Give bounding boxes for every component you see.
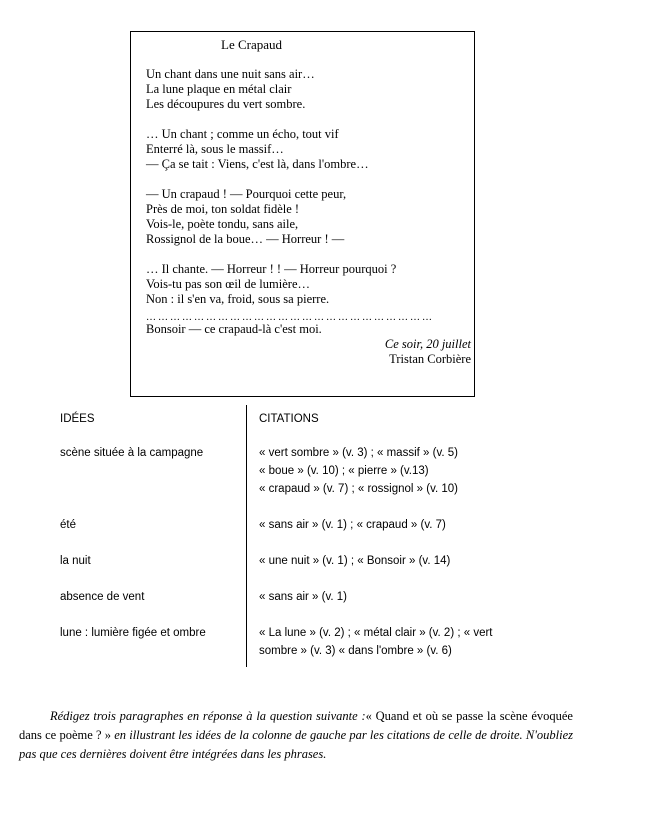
ideas-citations-table [0, 400, 660, 670]
citations-header: CITATIONS [259, 413, 319, 425]
idea-cell: absence de vent [60, 591, 145, 603]
idea-cell: été [60, 519, 76, 531]
poem-line: … Un chant ; comme un écho, tout vif [146, 127, 339, 141]
dotted-separator: ……………………………………………………………… [146, 312, 434, 323]
assignment-instruction [19, 707, 573, 764]
idea-cell: la nuit [60, 555, 91, 567]
citation-line: « sans air » (v. 1) [259, 591, 347, 603]
last-line [146, 322, 471, 337]
instruction-question: « Quand et où se passe la scène évoquée dans ce poème ? » [19, 709, 573, 742]
citation-line: « sans air » (v. 1) ; « crapaud » (v. 7) [259, 519, 446, 531]
poem-line: Non : il s'en va, froid, sous sa pierre. [146, 292, 330, 306]
poem-line: … Il chante. — Horreur ! ! — Horreur pourquoi ? [146, 262, 397, 276]
stanza-1 [146, 67, 471, 112]
poem-line: — Ça se tait : Viens, c'est là, dans l'ombre… [146, 157, 369, 171]
idea-cell: scène située à la campagne [60, 447, 204, 459]
poem-date: Ce soir, 20 juillet [384, 337, 471, 351]
stanza-4 [146, 262, 471, 307]
instruction-part-1: Rédigez trois paragraphes en réponse à la question suivante : [50, 709, 366, 723]
poem-line: La lune plaque en métal clair [146, 82, 292, 96]
citation-cell [259, 624, 493, 660]
poem-line: Les découpures du vert sombre. [146, 97, 306, 111]
citation-line: « boue » (v. 10) ; « pierre » (v.13) [259, 465, 429, 477]
citation-cell [259, 444, 469, 498]
poem-line: Près de moi, ton soldat fidèle ! [146, 202, 300, 216]
citation-line: sombre » (v. 3) « dans l'ombre » (v. 6) [259, 645, 452, 657]
poem-line: Vois-le, poète tondu, sans aile, [146, 217, 299, 231]
citation-cell [259, 516, 469, 534]
poem-line: — Un crapaud ! — Pourquoi cette peur, [146, 187, 347, 201]
instruction-part-2: en illustrant les idées de la colonne de gauche par les citations de celle de droite. N'oubliez pas que ces dernières doivent être intégrées dans les phrases. [19, 728, 573, 761]
ideas-header: IDÉES [60, 413, 95, 425]
poem-line: Enterré là, sous le massif… [146, 142, 284, 156]
poem-line: Rossignol de la boue… — Horreur ! — [146, 232, 345, 246]
citation-line: « vert sombre » (v. 3) ; « massif » (v. 5) [259, 447, 458, 459]
poem-author: Tristan Corbière [389, 352, 471, 366]
citation-cell [259, 588, 469, 606]
poem-box [130, 31, 475, 397]
poem-title: Le Crapaud [221, 37, 283, 52]
citation-line: « crapaud » (v. 7) ; « rossignol » (v. 10) [259, 483, 458, 495]
poem-line: Vois-tu pas son œil de lumière… [146, 277, 310, 291]
citation-line: « une nuit » (v. 1) ; « Bonsoir » (v. 14) [259, 555, 451, 567]
column-divider [246, 405, 247, 667]
poem-line: Bonsoir — ce crapaud-là c'est moi. [146, 322, 322, 336]
poem-line: Un chant dans une nuit sans air… [146, 67, 315, 81]
idea-cell: lune : lumière figée et ombre [60, 627, 206, 639]
citation-line: « La lune » (v. 2) ; « métal clair » (v. 2) ; « vert [259, 627, 493, 639]
stanza-3 [146, 187, 471, 247]
stanza-2 [146, 127, 471, 172]
citation-cell [259, 552, 469, 570]
